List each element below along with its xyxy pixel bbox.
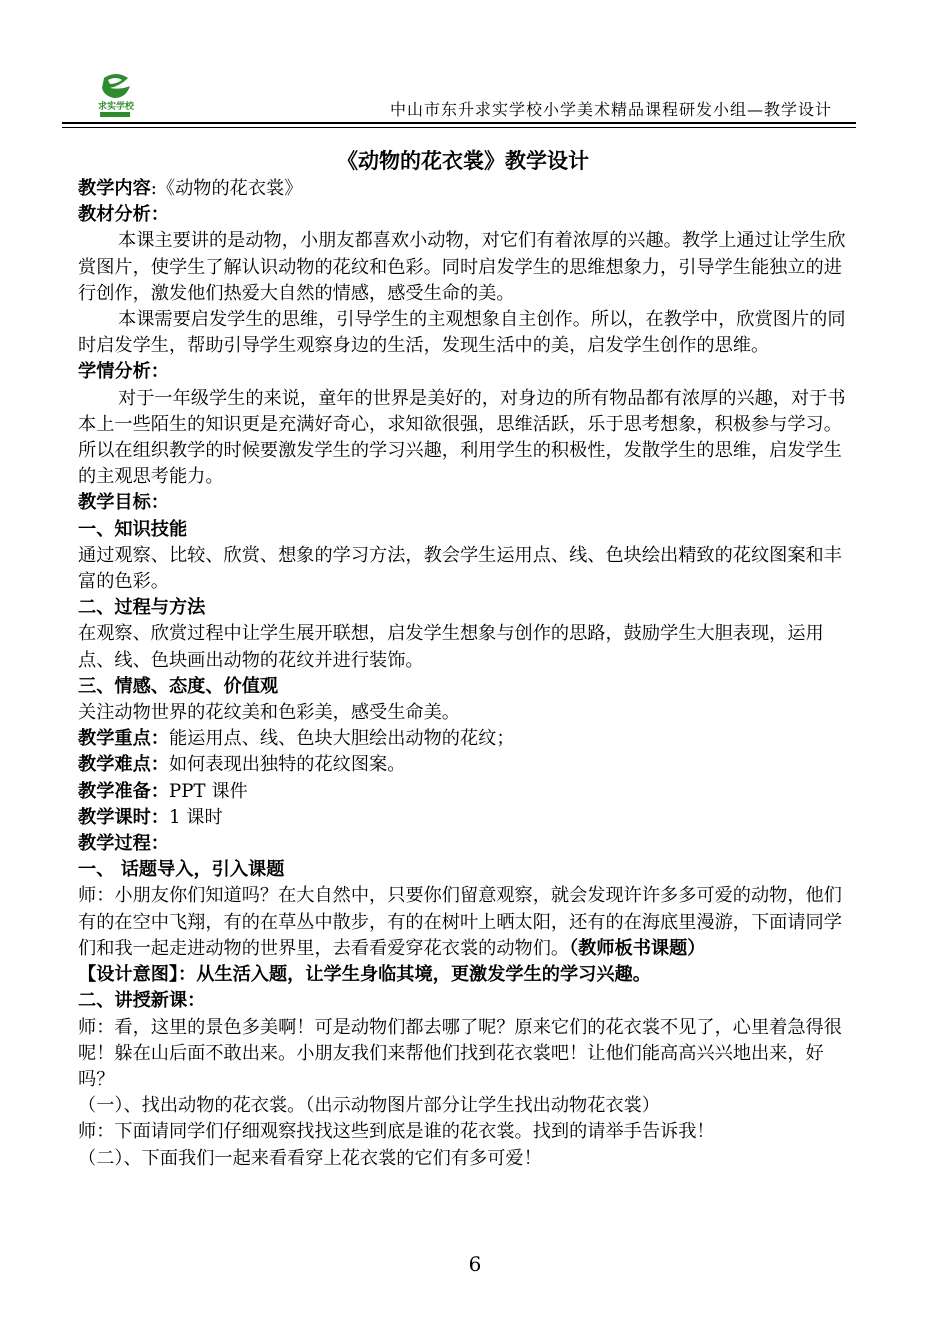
analysis-heading: 教材分析： [78,204,169,226]
key-point-text: 能运用点、线、色块大胆绘出动物的花纹； [168,728,515,750]
page-header [62,60,856,124]
step-1-note: （教师板书课题） [569,937,706,959]
key-point-label: 教学重点： [78,728,169,750]
page-title: 《动物的花衣裳》教学设计 [337,148,589,173]
school-header-line: 中山市东升求实学校小学美术精品课程研发小组—教学设计 [389,100,832,119]
goal-1-heading: 一、知识技能 [78,518,188,540]
logo-text: 求实学校 [97,102,134,112]
process-heading: 教学过程： [78,833,169,855]
difficulty-text: 如何表现出独特的花纹图案。 [168,754,406,776]
document-body [78,146,848,1172]
step-2-heading: 二、讲授新课： [78,990,206,1012]
goal-3-heading: 三、情感、态度、价值观 [78,675,279,697]
step-1-paragraph [78,883,848,962]
page-number: 6 [468,1252,482,1276]
header-rule [62,122,856,124]
analysis-paragraph-1: 本课主要讲的是动物，小朋友都喜欢小动物，对它们有着浓厚的兴趣。教学上通过让学生欣赏图片，使学生了解认识动物的花纹和色彩。同时启发学生的思维想象力，引导学生能独立的进行创作，激发他们热爱大自然的情感，感受生命的美。 [78,230,846,304]
sub-step-1: （一）、找出动物的花衣裳。（出示动物图片部分让学生找出动物花衣裳） [78,1095,660,1117]
step-1-heading: 一、 话题导入，引入课题 [78,859,285,881]
hours-line [78,805,848,831]
header-rule-thin [62,127,856,128]
step-1-text: 师：小朋友你们知道吗？在大自然中，只要你们留意观察，就会发现许许多多可爱的动物，他们有的在空中飞翔，有的在草丛中散步，有的在树叶上晒太阳，还有的在海底里漫游，下面请同学们和我一起走进动物的世界里，去看看爱穿花衣裳的动物们。 [78,885,842,959]
analysis-paragraph-2: 本课需要启发学生的思维，引导学生的主观想象自主创作。所以，在教学中，欣赏图片的同时启发学生，帮助引导学生观察身边的生活，发现生活中的美，启发学生创作的思维。 [78,309,846,357]
prep-text: PPT 课件 [168,780,248,802]
goal-2-text: 在观察、欣赏过程中让学生展开联想，启发学生想象与创作的思路，鼓励学生大胆表现，运用点、线、色块画出动物的花纹并进行装饰。 [78,623,824,671]
hours-text: 1 课时 [168,806,223,828]
sub-step-2: （二）、下面我们一起来看看穿上花衣裳的它们有多可爱！ [78,1147,542,1169]
step-2-paragraph: 师：看，这里的景色多美啊！可是动物们都去哪了呢？原来它们的花衣裳不见了，心里着急得很呢！躲在山后面不敢出来。小朋友我们来帮他们找到花衣裳吧！让他们能高高兴兴地出来，好吗？ [78,1016,842,1090]
prep-line [78,779,848,805]
goals-heading: 教学目标： [78,492,169,514]
content-value: :《动物的花衣裳》 [150,178,303,199]
difficulty-label: 教学难点： [78,754,169,776]
goal-1-text: 通过观察、比较、欣赏、想象的学习方法，教会学生运用点、线、色块绘出精致的花纹图案和丰富的色彩。 [78,544,842,593]
school-logo-emblem [90,68,142,120]
learner-paragraph: 对于一年级学生的来说，童年的世界是美好的，对身边的所有物品都有浓厚的兴趣，对于书本上一些陌生的知识更是充满好奇心，求知欲很强，思维活跃，乐于思考想象，积极参与学习。所以在组织教学的时候要激发学生的学习兴趣，利用学生的积极性，发散学生的思维，启发学生的主观思考能力。 [78,387,846,488]
content-label: 教学内容 [78,178,151,199]
difficulty-line [78,752,848,778]
goal-3-text: 关注动物世界的花纹美和色彩美，感受生命美。 [78,702,460,724]
content-line [78,176,848,202]
prep-label: 教学准备： [78,780,169,802]
learner-heading: 学情分析： [78,361,169,383]
hours-label: 教学课时： [78,806,169,828]
school-logo [90,68,142,120]
goal-2-heading: 二、过程与方法 [78,597,206,619]
sub-step-1-text: 师：下面请同学们仔细观察找找这些到底是谁的花衣裳。找到的请举手告诉我！ [78,1121,715,1143]
key-point-line [78,726,848,752]
design-intent: 【设计意图】：从生活入题，让学生身临其境，更激发学生的学习兴趣。 [78,964,651,986]
